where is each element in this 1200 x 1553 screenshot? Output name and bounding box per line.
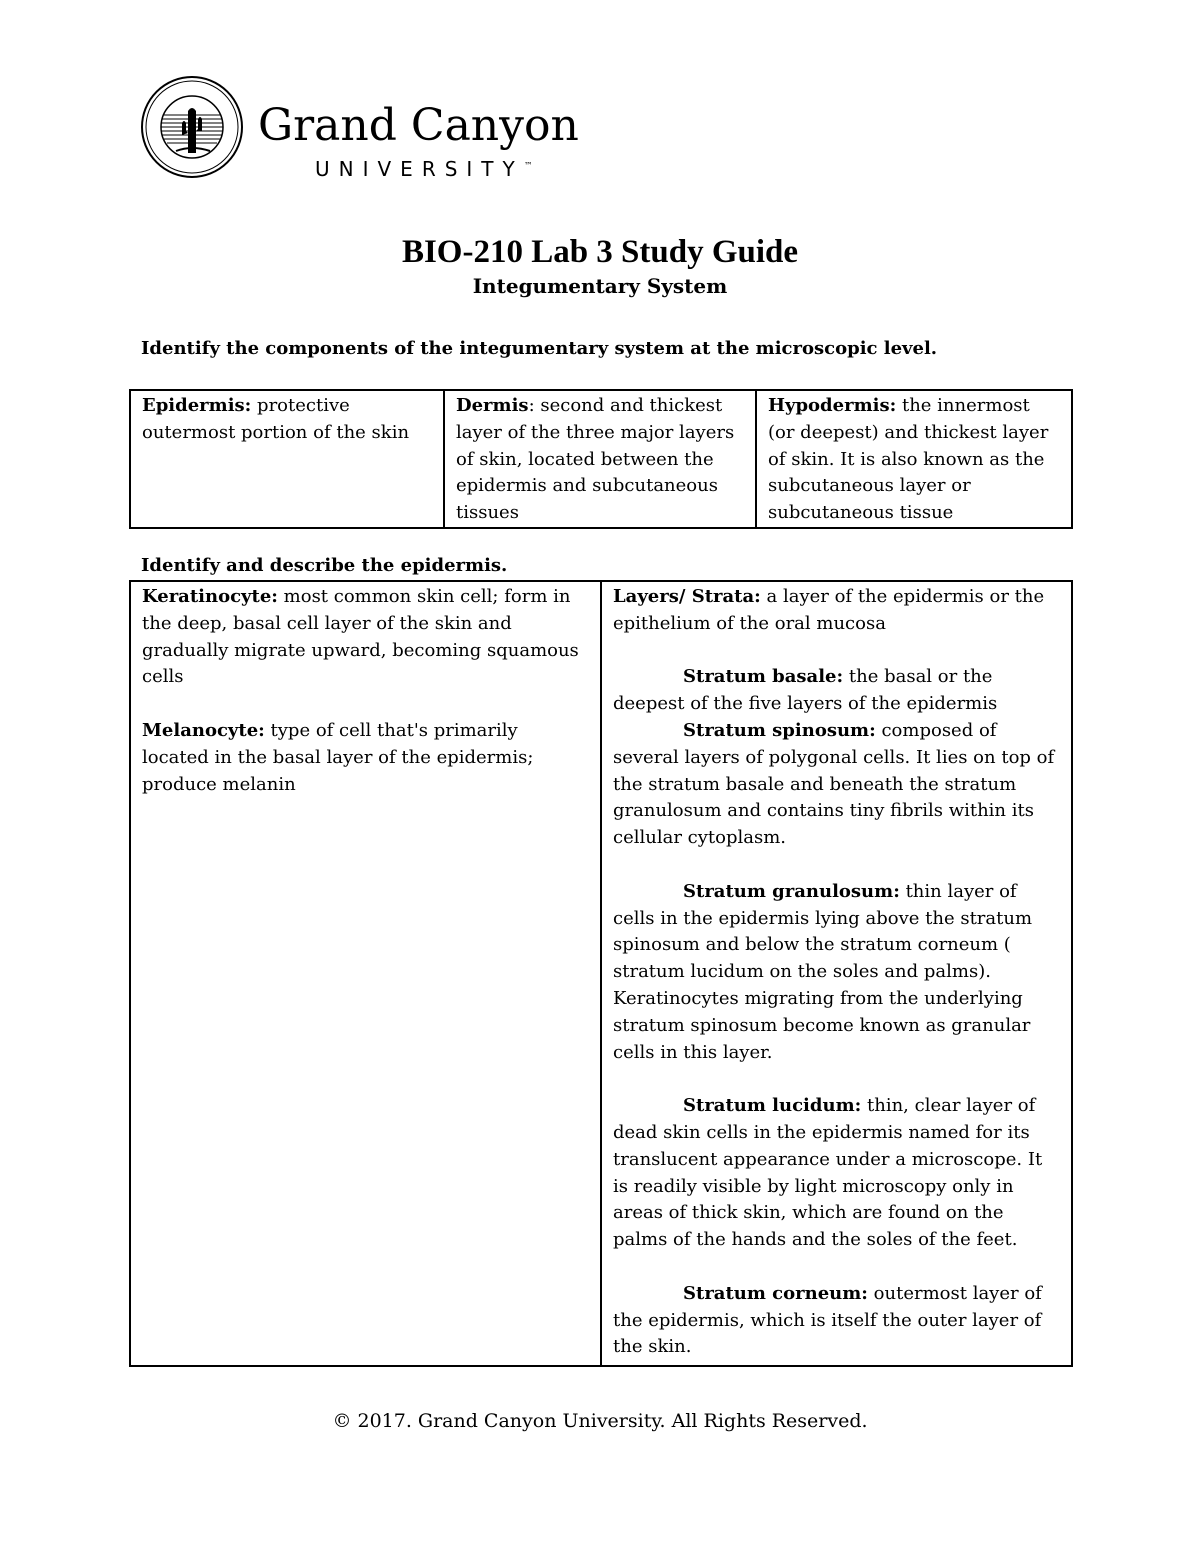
components-table (129, 389, 1073, 529)
stratum-spinosum-entry: Stratum spinosum: composed of several layers of polygonal cells. It lies on top of the stratum basale and beneath the stratum granulosum and contains tiny fibrils within its cellular cytoplasm. (613, 719, 1055, 849)
stratum-lucidum-entry: Stratum lucidum: thin, clear layer of dead skin cells in the epidermis named for its translucent appearance under a microscope. It is readily visible by light microscopy only in areas of thick skin, which are found on the palms of the hands and the soles of the feet. (613, 1095, 1043, 1251)
epidermis-table (129, 580, 1073, 1367)
university-seal-icon (140, 75, 244, 179)
university-logo (140, 75, 620, 181)
section-heading-epidermis: Identify and describe the epidermis. (141, 555, 508, 576)
dermis-cell: Dermis: second and thickest layer of the three major layers of skin, located between the epidermis and subcutaneous tissues (444, 390, 756, 528)
strata-cell (601, 581, 1072, 1366)
page-subtitle: Integumentary System (472, 274, 728, 298)
keratinocyte-entry: Keratinocyte: most common skin cell; form in the deep, basal cell layer of the skin and gradually migrate upward, becoming squamous cells (142, 586, 579, 688)
stratum-corneum-entry: Stratum corneum: outermost layer of the epidermis, which is itself the outer layer of the skin. (613, 1282, 1042, 1358)
page-title: BIO-210 Lab 3 Study Guide (401, 234, 799, 270)
copyright-footer: © 2017. Grand Canyon University. All Rights Reserved. (332, 1410, 868, 1432)
epidermis-cell: Epidermis: protective outermost portion of the skin (130, 390, 444, 528)
logo-wordmark: Grand Canyon (258, 100, 579, 151)
stratum-granulosum-entry: Stratum granulosum: thin layer of cells in the epidermis lying above the stratum spinosum and below the stratum corneum ( stratum lucidum on the soles and palms). Keratinocytes migrating from the underlying stratum spinosum become known as granular cells in this layer. (613, 880, 1033, 1063)
stratum-basale-entry: Stratum basale: the basal or the deepest of the five layers of the epidermis (613, 666, 998, 715)
layers-strata-entry: Layers/ Strata: a layer of the epidermis or the epithelium of the oral mucosa (613, 586, 1045, 634)
melanocyte-entry: Melanocyte: type of cell that's primarily located in the basal layer of the epidermis; produce melanin (142, 719, 534, 795)
logo-subword: UNIVERSITY™ (315, 157, 533, 181)
section-heading-components: Identify the components of the integumentary system at the microscopic level. (141, 338, 938, 359)
cell-types-cell (130, 581, 601, 1366)
hypodermis-cell: Hypodermis: the innermost (or deepest) and thickest layer of skin. It is also known as the subcutaneous layer or subcutaneous tissue (756, 390, 1072, 528)
